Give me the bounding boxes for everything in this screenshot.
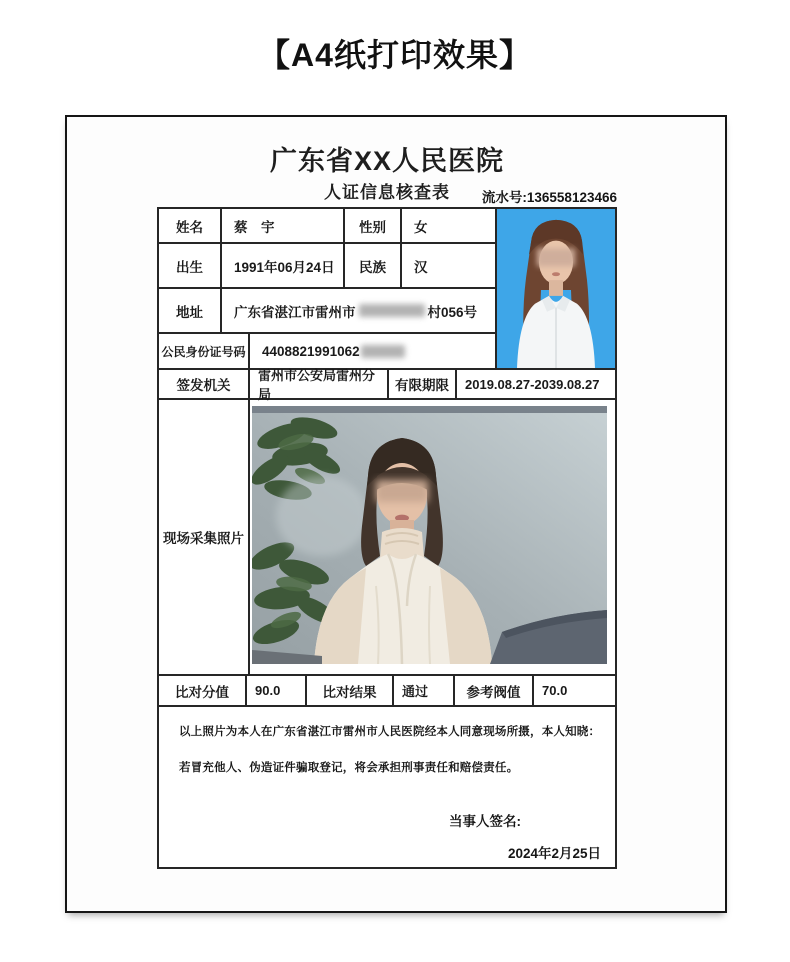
certificate-id-photo xyxy=(497,209,615,368)
statement-line-1: 以上照片为本人在广东省湛江市雷州市人民医院经本人同意现场所摄，本人知晓： xyxy=(179,726,601,738)
row-statement xyxy=(159,707,615,867)
id-number-label: 公民身份证号码 xyxy=(159,334,250,368)
gender-label: 性别 xyxy=(345,209,402,242)
address-value xyxy=(222,289,495,332)
address-label: 地址 xyxy=(159,289,222,332)
printed-form xyxy=(65,115,727,913)
name-label: 姓名 xyxy=(159,209,222,242)
gender-value: 女 xyxy=(414,219,428,235)
row-birth-ethnicity xyxy=(159,244,495,289)
birth-label: 出生 xyxy=(159,244,222,287)
serial-number xyxy=(157,186,617,206)
name-value: 蔡 宇 xyxy=(222,209,345,242)
live-photo-label: 现场采集照片 xyxy=(159,400,250,674)
row-comparison xyxy=(159,676,615,707)
id-number-digits: 4408821991062 xyxy=(262,343,360,359)
threshold-label: 参考阀值 xyxy=(455,676,534,705)
id-number-value xyxy=(250,334,495,368)
serial-value: 136558123466 xyxy=(526,190,617,205)
address-prefix: 广东省湛江市雷州市 xyxy=(234,304,356,320)
identity-fields xyxy=(159,209,497,368)
row-id-number xyxy=(159,334,495,368)
statement-line-2: 若冒充他人、伪造证件骗取登记，将会承担刑事责任和赔偿责任。 xyxy=(179,762,519,774)
row-address xyxy=(159,289,495,334)
hospital-title: 广东省XX人民医院 xyxy=(269,146,505,176)
page-caption: 【A4纸打印效果】 xyxy=(258,37,532,73)
ethnicity-label: 民族 xyxy=(345,244,402,287)
row-live-photo xyxy=(159,400,615,676)
ethnicity-value: 汉 xyxy=(414,259,428,275)
authority-value: 雷州市公安局雷州分局 xyxy=(250,370,389,398)
row-name-gender xyxy=(159,209,495,244)
threshold-value: 70.0 xyxy=(542,683,568,698)
serial-label: 流水号: xyxy=(481,190,527,205)
form-date: 2024年2月25日 xyxy=(507,846,601,861)
score-label: 比对分值 xyxy=(159,676,247,705)
validity-value: 2019.08.27-2039.08.27 xyxy=(465,376,600,392)
verification-table xyxy=(157,207,617,869)
birth-value: 1991年06月24日 xyxy=(222,244,345,287)
id-number-redaction-blur xyxy=(361,345,405,358)
live-capture-photo xyxy=(250,400,615,674)
form-subtitle: 人证信息核查表 xyxy=(324,183,450,202)
result-label: 比对结果 xyxy=(307,676,394,705)
signature-label: 当事人签名: xyxy=(449,814,521,829)
top-section xyxy=(159,209,615,370)
row-authority-validity xyxy=(159,370,615,400)
authority-label: 签发机关 xyxy=(159,370,250,398)
validity-label: 有限期限 xyxy=(389,370,457,398)
result-value: 通过 xyxy=(394,676,455,705)
score-value: 90.0 xyxy=(247,676,307,705)
address-suffix: 村056号 xyxy=(427,304,478,320)
address-redaction-blur xyxy=(359,304,425,317)
